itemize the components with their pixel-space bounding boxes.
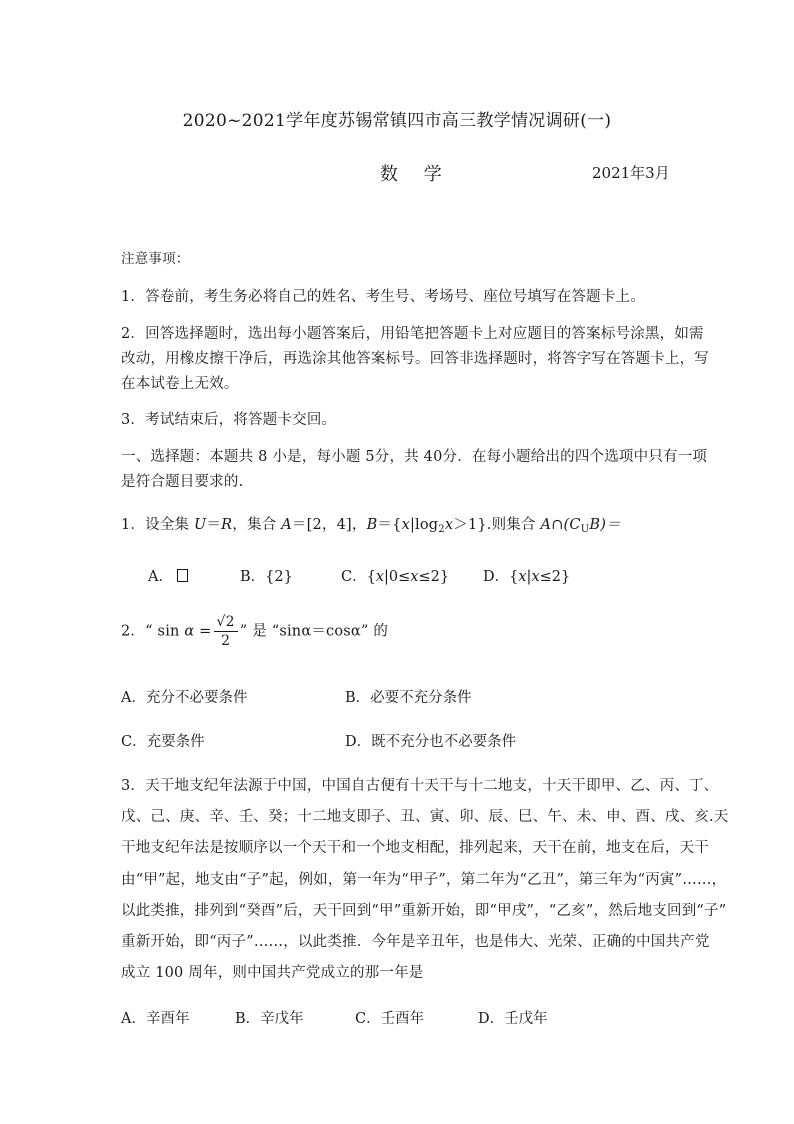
question-2-option-c: C．充要条件 [121,734,205,750]
fraction-sqrt2-over-2: $\frac{√2}{2}$ [214,613,238,650]
question-3-line-7: 成立 100 周年，则中国共产党成立的那一年是 [121,965,424,981]
subject-label: 数 学 [380,164,452,185]
section-heading-line-2: 是符合题目要求的. [121,474,244,490]
notice-item-2-line-1: 2．回答选择题时，选出每小题答案后，用铅笔把答题卡上对应题目的答案标号涂黑，如需 [121,326,704,342]
question-1-stem: 1．设全集 U＝R，集合 A＝[2，4]，$B=\{x|\log_2x>1\}$.则集合 $A\cap(C_UB)=$ [121,517,621,535]
question-3-line-2: 戊、己、庚、辛、壬、癸；十二地支即子、丑、寅、卯、辰、巳、午、未、申、酉、戌、亥.天 [121,809,729,825]
question-3-option-c: C．壬酉年 [355,1011,425,1027]
question-3-line-3: 干地支纪年法是按顺序以一个天干和一个地支相配，排列起来，天干在前，地支在后，天干 [121,840,709,856]
question-1-option-c: C．{x|0≤x≤2} [341,569,450,585]
question-2-option-d: D．既不充分也不必要条件 [345,734,517,750]
question-3-option-d: D．壬戊年 [478,1011,548,1027]
question-3-option-a: A．辛酉年 [121,1011,190,1027]
question-3-line-4: 由“甲”起，地支由“子”起，例如，第一年为“甲子”，第二年为“乙丑”，第三年为“丙寅”……， [121,872,727,888]
question-3-line-5: 以此类推，排列到“癸酉”后，天干回到“甲”重新开始，即“甲戌”，“乙亥”，然后地支回到“子” [121,903,727,919]
notice-item-1: 1．答卷前，考生务必将自己的姓名、考生号、考场号、座位号填写在答题卡上。 [121,289,645,305]
exam-title: 2020~2021学年度苏锡常镇四市高三教学情况调研(一) [182,111,612,131]
question-1-option-a: A． [148,565,188,586]
question-3-line-6: 重新开始，即“丙子”……，以此类推．今年是辛丑年，也是伟大、光荣、正确的中国共产党 [121,934,710,950]
question-2-stem: 2．“ sin α = $\frac{√2}{2}$ ” 是 “sinα＝cosα” 的 [121,614,389,649]
question-3-option-b: B．辛戊年 [235,1011,304,1027]
question-2-option-a: A．充分不必要条件 [121,690,248,706]
section-heading-line-1: 一、选择题：本题共 8 小是，每小题 5分，共 40分．在每小题给出的四个选项中只有一项 [121,449,708,465]
exam-date: 2021年3月 [592,164,670,182]
empty-set-glyph [177,569,188,582]
notice-item-2-line-3: 在本试卷上无效。 [121,376,239,392]
question-2-option-b: B．必要不充分条件 [345,690,472,706]
notice-heading: 注意事项： [121,251,190,267]
question-1-option-b: B．{2} [240,569,293,585]
question-1-option-d: D．{x|x≤2} [483,569,571,585]
question-3-line-1: 3．天干地支纪年法源于中国，中国自古便有十天干与十二地支，十天干即甲、乙、丙、丁、 [121,778,719,794]
notice-item-2-line-2: 改动，用橡皮擦干净后，再选涂其他答案标号。回答非选择题时，将答字写在答题卡上，写 [121,351,709,367]
notice-item-3: 3．考试结束后，将答题卡交回。 [121,412,337,428]
